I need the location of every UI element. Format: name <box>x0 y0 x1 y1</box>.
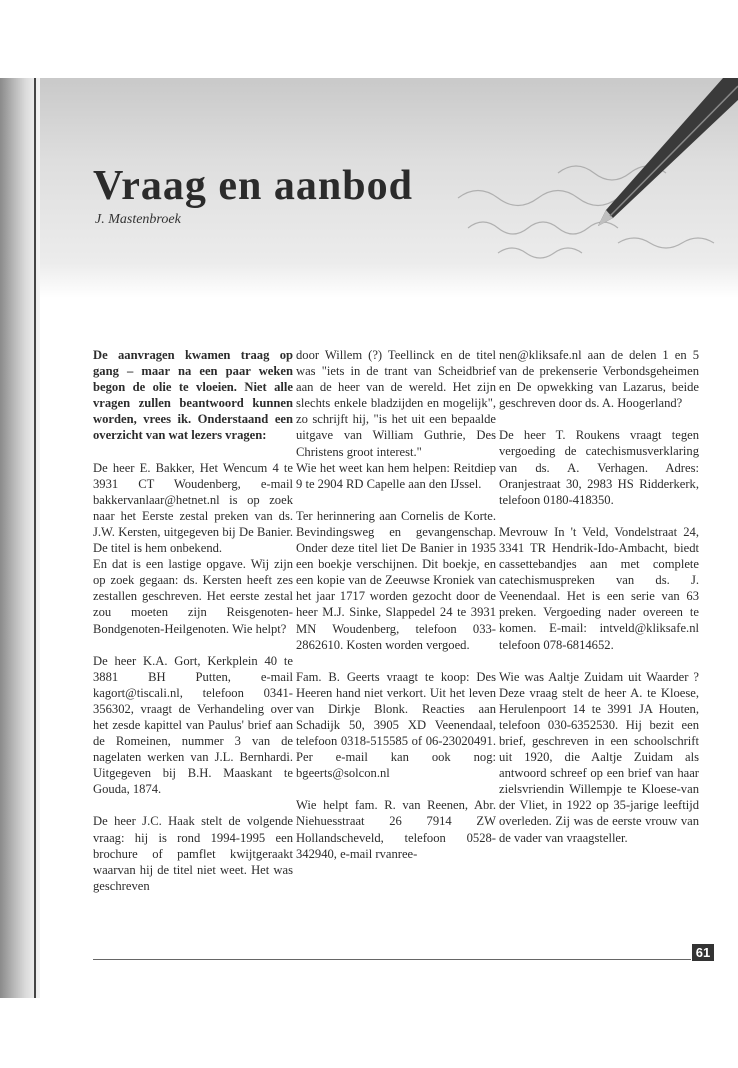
paragraph: Wie helpt fam. R. van Reenen, Abr. Niehuesstraat 26 7914 ZW Hollandscheveld, telefoon 0528-342940, e-mail rvanree- <box>296 798 496 861</box>
footer-rule <box>93 959 691 960</box>
page-title: Vraag en aanbod <box>93 163 413 209</box>
paragraph: Wie het weet kan hem helpen: Reitdiep 9 te 2904 RD Capelle aan den IJssel. <box>296 460 496 491</box>
paragraph: Fam. B. Geerts vraagt te koop: Des Heeren hand niet verkort. Uit het leven van Dirkje Blonk. Reacties aan Schadijk 50, 3905 XD Veenendaal, telefoon 0318-515585 of 06-23020491. Per e-mail kan ook nog: bgeerts@solcon.nl <box>296 669 496 781</box>
paragraph: door Willem (?) Teellinck en de titel was "iets in de trant van Scheidbrief aan de heer van de wereld. Het zijn slechts enkele bladzijden en mogelijk", zo schrijft hij, "is het uit een bepaalde uitgave van William Guthrie, Des Christens groot interest." <box>296 348 496 459</box>
paragraph: Mevrouw In 't Veld, Vondelstraat 24, 3341 TR Hendrik-Ido-Ambacht, biedt cassettebandjes aan met complete catechismuspreken van ds. J. Veenendaal. Het is een serie van 63 preken. Vergoeding nader overeen te komen. E-mail: intveld@kliksafe.nl telefoon 078-6814652. <box>499 524 699 652</box>
text-column-2 <box>296 347 496 878</box>
fountain-pen-illustration <box>438 78 738 263</box>
text-column-1 <box>93 347 293 910</box>
paragraph: Wie was Aaltje Zuidam uit Waarder ? Deze vraag stelt de heer A. te Kloese, Herulenpoort 14 te 3991 JA Houten, telefoon 030-6352530. Hij bezit een brief, geschreven in een schoolschrift uit 1920, die Aaltje Zuidam als antwoord schreef op een brief van haar zielsvriendin Willempje te Kloese-van der Vliet, in 1922 op 35-jarige leeftijd overleden. Zij was de eerste vrouw van de vader van vraagsteller. <box>499 669 699 845</box>
paragraph: Ter herinnering aan Cornelis de Korte. Bevindingsweg en gevangenschap. Onder deze titel liet De Banier in 1935 een boekje verschijnen. Dit boekje, en een kopie van de Zeeuwse Kroniek van het jaar 1717 worden gezocht door de heer M.J. Sinke, Slappedel 24 te 3931 MN Woudenberg, telefoon 033-2862610. Kosten worden vergoed. <box>296 508 496 652</box>
author-byline: J. Mastenbroek <box>95 212 181 227</box>
paragraph: De heer T. Roukens vraagt tegen vergoeding de catechismusverklaring van ds. A. Verhagen. Adres: Oranjestraat 30, 2983 HS Ridderkerk, telefoon 0180-418350. <box>499 428 699 507</box>
header-banner-fade <box>40 263 738 298</box>
paragraph: En dat is een lastige opgave. Wij zijn op zoek gegaan: ds. Kersten heeft zes zestallen geschreven. Het eerste zestal zou moeten zijn Reisgenoten-Bondgenoten-Heilgenoten. Wie helpt? <box>93 557 293 636</box>
page-gutter-line <box>34 78 36 998</box>
paragraph: De heer K.A. Gort, Kerkplein 40 te 3881 BH Putten, e-mail kagort@tiscali.nl, telefoon 0341-356302, vraagt de Verhandeling over het zesde kapittel van Paulus' brief aan de Romeinen, nummer 3 van de nagelaten werken van J.L. Bernhardi. Uitgegeven bij B.H. Maaskant te Gouda, 1874. <box>93 653 293 797</box>
page-number: 61 <box>692 944 714 961</box>
paragraph: nen@kliksafe.nl aan de delen 1 en 5 van de prekenserie Verbondsgeheimen en De opwekking van Lazarus, beide geschreven door ds. A. Hoogerland? <box>499 348 699 411</box>
paragraph: De heer J.C. Haak stelt de volgende vraag: hij is rond 1994-1995 een brochure of pamflet kwijtgeraakt waarvan hij de titel niet weet. Het was geschreven <box>93 814 293 893</box>
intro-paragraph: De aanvragen kwamen traag op gang – maar na een paar weken begon de olie te vloeien. Niet alle vragen zullen beantwoord kunnen worden, vrees ik. Onderstaand een overzicht van wat lezers vragen: <box>93 348 293 443</box>
paragraph: De heer E. Bakker, Het Wencum 4 te 3931 CT Woudenberg, e-mail bakkervanlaar@hetnet.nl is op zoek naar het Eerste zestal preken van ds. J.W. Kersten, uitgegeven bij De Banier. De titel is hem onbekend. <box>93 460 293 556</box>
text-column-3 <box>499 347 699 862</box>
